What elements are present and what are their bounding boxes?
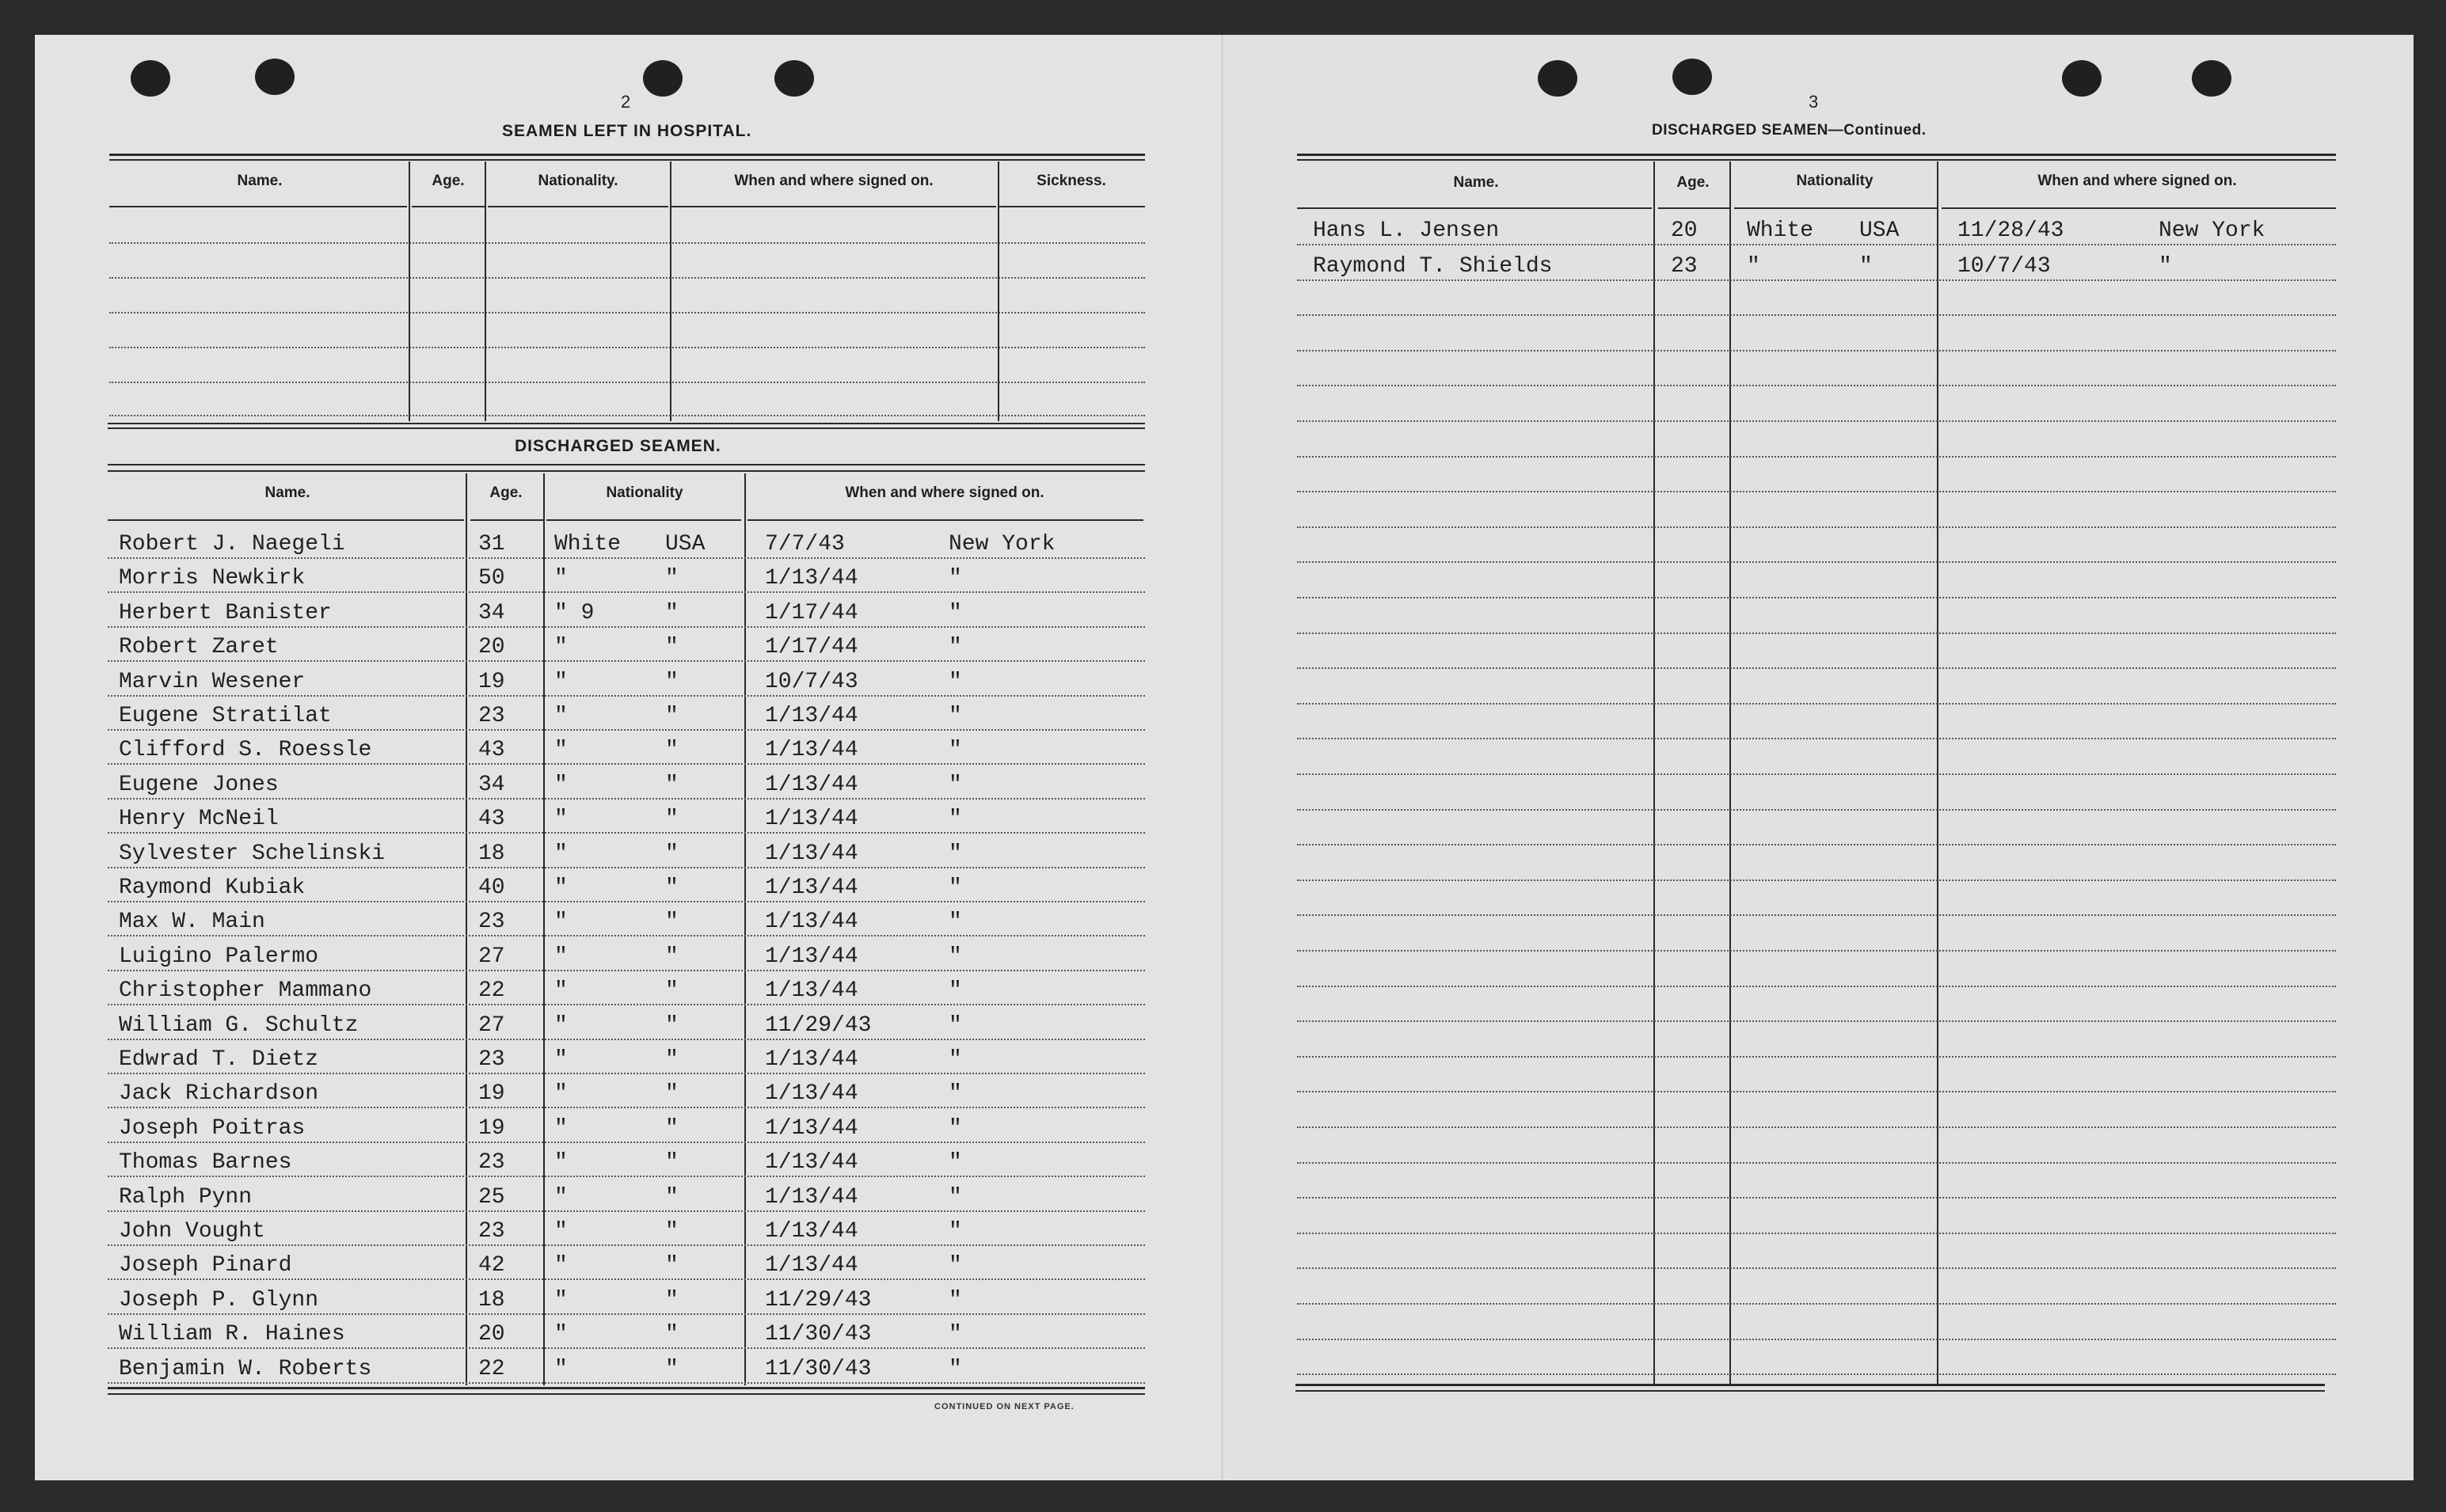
signed-on-date: 11/29/43 [765,1013,872,1038]
signed-on-date: 1/13/44 [765,738,858,762]
seaman-country: " [665,876,679,900]
table-row-line [108,1004,1145,1005]
discharged-header-rule [546,519,741,521]
discharged-header-rule [108,519,464,521]
table-row-line [108,1244,1145,1246]
seaman-name: Hans L. Jensen [1313,218,1500,243]
signed-on-place: " [949,1013,962,1038]
seaman-country: " [665,1357,679,1381]
seaman-age: 23 [478,1150,505,1175]
table-row-line [108,1347,1145,1349]
signed-on-date: 11/30/43 [765,1357,872,1381]
signed-on-date: 10/7/43 [765,670,858,694]
table-row-line [1297,667,2336,669]
seaman-country: " [665,910,679,934]
table-row-line [1297,950,2336,952]
table-row-line [1297,526,2336,528]
signed-on-place: " [949,1322,962,1347]
seaman-name: Thomas Barnes [119,1150,292,1175]
seaman-age: 34 [478,601,505,625]
signed-on-place: " [949,1357,962,1381]
hospital-row-line [109,312,1145,313]
table-row-line [108,1210,1145,1212]
table-row-line [108,591,1145,593]
signed-on-date: 1/13/44 [765,1219,858,1244]
table-row-line [1297,773,2336,775]
hospital-header-rule [109,206,407,207]
discharged-table-bottom-rule [108,1393,1145,1395]
seaman-name: Marvin Wesener [119,670,306,694]
seaman-name: Max W. Main [119,910,265,934]
table-row-line [108,1278,1145,1280]
punch-hole [2192,60,2231,97]
table-row-line [108,695,1145,697]
seaman-country: " [665,1185,679,1210]
seaman-name: Joseph Pinard [119,1253,292,1278]
hospital-col-signed-on: When and where signed on. [734,173,934,189]
punch-hole [643,60,683,97]
table-row-line [108,763,1145,765]
table-row-line [1297,738,2336,739]
continued-header-rule [1942,207,2336,209]
table-row-line [1297,844,2336,845]
table-row-line [1297,1056,2336,1058]
seaman-country: " [665,1047,679,1072]
seaman-age: 19 [478,1116,505,1141]
seaman-race: " [554,944,568,969]
seaman-race: " [554,1357,568,1381]
seaman-country: " [665,566,679,591]
seaman-race: " [554,978,568,1003]
hospital-column-divider [409,161,410,421]
seaman-age: 34 [478,773,505,797]
hospital-table-bottom-rule [108,427,1145,429]
signed-on-date: 1/13/44 [765,978,858,1003]
table-row-line [1297,314,2336,316]
seaman-name: Clifford S. Roessle [119,738,372,762]
seaman-name: Ralph Pynn [119,1185,253,1210]
signed-on-date: 1/13/44 [765,1185,858,1210]
seaman-race: " [554,1047,568,1072]
seaman-name: Edwrad T. Dietz [119,1047,319,1072]
discharged-table-top-rule [108,464,1145,465]
seaman-name: Raymond T. Shields [1313,254,1553,279]
seaman-name: William G. Schultz [119,1013,359,1038]
seaman-race: " [554,841,568,866]
signed-on-place: " [2159,254,2172,279]
continued-table-top-rule [1297,154,2336,156]
discharged-section-title: DISCHARGED SEAMEN. [515,437,721,455]
seaman-country: " [665,807,679,831]
seaman-name: Luigino Palermo [119,944,319,969]
table-row-line [108,867,1145,868]
seaman-name: Herbert Banister [119,601,332,625]
table-row-line [108,901,1145,902]
discharged-column-divider [466,473,467,1385]
signed-on-date: 10/7/43 [1957,254,2051,279]
seaman-age: 25 [478,1185,505,1210]
hospital-col-age: Age. [432,173,465,189]
signed-on-place: " [949,944,962,969]
table-row-line [1297,914,2336,916]
seaman-age: 18 [478,1288,505,1313]
hospital-col-name: Name. [237,173,283,189]
seaman-age: 23 [1671,254,1698,279]
signed-on-place: " [949,566,962,591]
hospital-row-line [109,347,1145,348]
table-row-line [108,1073,1145,1074]
table-row-line [1297,809,2336,811]
hospital-header-rule [412,206,485,207]
table-row-line [1297,1339,2336,1340]
hospital-row-line [109,277,1145,279]
seaman-name: Henry McNeil [119,807,279,831]
seaman-age: 19 [478,1081,505,1106]
table-row-line [108,1142,1145,1143]
signed-on-date: 1/13/44 [765,1047,858,1072]
hospital-row-line [109,242,1145,244]
continued-table-bottom-rule [1295,1390,2325,1392]
discharged-col-signed-on: When and where signed on. [845,484,1044,501]
seaman-race: " [554,1253,568,1278]
signed-on-date: 1/17/44 [765,635,858,659]
signed-on-date: 1/13/44 [765,773,858,797]
signed-on-place: " [949,1150,962,1175]
signed-on-place: " [949,670,962,694]
table-row-line [1297,879,2336,881]
seaman-race: " 9 [554,601,595,625]
seaman-race: " [554,910,568,934]
discharged-col-name: Name. [264,484,310,501]
seaman-age: 18 [478,841,505,866]
seaman-name: William R. Haines [119,1322,345,1347]
punch-hole [774,60,814,97]
signed-on-place: " [949,704,962,728]
signed-on-place: " [949,1047,962,1072]
table-row-line [108,557,1145,559]
seaman-name: Sylvester Schelinski [119,841,386,866]
signed-on-date: 1/17/44 [765,601,858,625]
table-row-line [1297,491,2336,492]
discharged-header-rule [747,519,1143,521]
hospital-header-rule [488,206,668,207]
hospital-table-bottom-rule [108,423,1145,424]
signed-on-date: 11/29/43 [765,1288,872,1313]
table-row-line [108,1039,1145,1040]
seaman-age: 42 [478,1253,505,1278]
hospital-column-divider [998,161,999,421]
seaman-country: " [665,1253,679,1278]
table-row-line [1297,1126,2336,1128]
table-row-line [108,1176,1145,1177]
punch-hole [1538,60,1577,97]
continued-footer: CONTINUED ON NEXT PAGE. [934,1402,1075,1411]
signed-on-date: 1/13/44 [765,1150,858,1175]
seaman-age: 20 [478,1322,505,1347]
right-page [1223,35,2414,1480]
table-row-line [1297,1091,2336,1092]
seaman-country: USA [1859,218,1900,243]
seaman-country: " [665,704,679,728]
seaman-age: 20 [478,635,505,659]
signed-on-place: New York [2159,218,2265,243]
table-row-line [1297,279,2336,281]
punch-hole [1672,59,1712,95]
signed-on-date: 1/13/44 [765,1081,858,1106]
signed-on-place: " [949,601,962,625]
signed-on-place: " [949,841,962,866]
seaman-race: " [554,670,568,694]
seaman-name: Eugene Stratilat [119,704,332,728]
table-row-line [108,1382,1145,1384]
seaman-race: " [554,1185,568,1210]
seaman-race: " [554,635,568,659]
seaman-age: 31 [478,532,505,557]
seaman-race: " [554,1322,568,1347]
hospital-column-divider [485,161,486,421]
seaman-country: " [665,670,679,694]
seaman-country: " [665,1288,679,1313]
table-row-line [1297,1233,2336,1234]
table-row-line [1297,703,2336,705]
signed-on-place: " [949,1116,962,1141]
seaman-race: " [554,1150,568,1175]
table-row-line [1297,633,2336,634]
seaman-race: " [554,1081,568,1106]
signed-on-date: 1/13/44 [765,1253,858,1278]
seaman-race: " [554,1013,568,1038]
continued-col-age: Age. [1676,174,1710,191]
seaman-race: " [554,1288,568,1313]
seaman-name: Jack Richardson [119,1081,319,1106]
signed-on-place: " [949,910,962,934]
punch-hole [131,60,170,97]
seaman-race: " [554,738,568,762]
page-number: 2 [621,92,631,112]
seaman-name: Christopher Mammano [119,978,372,1003]
seaman-race: White [1747,218,1814,243]
continued-header-rule [1658,207,1729,209]
seaman-country: " [665,1150,679,1175]
punch-hole [2062,60,2102,97]
signed-on-place: " [949,1253,962,1278]
table-row-line [1297,1162,2336,1164]
seaman-name: Joseph P. Glynn [119,1288,319,1313]
signed-on-place: " [949,978,962,1003]
page-fold [1221,35,1223,1480]
seaman-age: 40 [478,876,505,900]
seaman-name: Robert Zaret [119,635,279,659]
discharged-col-age: Age. [489,484,523,501]
seaman-race: " [554,1116,568,1141]
hospital-col-nationality: Nationality. [538,173,618,189]
seaman-age: 22 [478,1357,505,1381]
signed-on-date: 1/13/44 [765,841,858,866]
continued-table-bottom-rule [1295,1384,2325,1386]
signed-on-place: " [949,1219,962,1244]
seaman-age: 23 [478,1047,505,1072]
signed-on-date: 1/13/44 [765,704,858,728]
seaman-country: " [665,944,679,969]
seaman-country: " [665,1013,679,1038]
seaman-country: " [665,1322,679,1347]
seaman-age: 23 [478,1219,505,1244]
discharged-column-divider [744,473,746,1385]
seaman-name: Robert J. Naegeli [119,532,345,557]
signed-on-place: " [949,1288,962,1313]
seaman-race: " [554,566,568,591]
seaman-country: " [665,738,679,762]
seaman-age: 23 [478,704,505,728]
discharged-continued-title: DISCHARGED SEAMEN—Continued. [1652,122,1927,139]
signed-on-date: 1/13/44 [765,807,858,831]
hospital-header-rule [999,206,1145,207]
seaman-race: " [554,876,568,900]
seaman-country: " [665,978,679,1003]
seaman-age: 19 [478,670,505,694]
discharged-col-nationality: Nationality [606,484,683,501]
table-row-line [1297,420,2336,422]
table-row-line [1297,1267,2336,1269]
discharged-header-rule [470,519,543,521]
hospital-row-line [109,415,1145,416]
seaman-name: Benjamin W. Roberts [119,1357,372,1381]
seaman-age: 27 [478,944,505,969]
seaman-race: " [554,773,568,797]
continued-col-name: Name. [1453,174,1499,191]
seaman-country: " [665,601,679,625]
signed-on-date: 1/13/44 [765,944,858,969]
seaman-country: " [665,773,679,797]
seaman-name: Joseph Poitras [119,1116,306,1141]
seaman-country: " [665,635,679,659]
table-row-line [1297,350,2336,351]
signed-on-place: " [949,773,962,797]
table-row-line [1297,986,2336,987]
table-row-line [108,832,1145,834]
discharged-column-divider [543,473,545,1385]
continued-header-rule [1297,207,1652,209]
seaman-age: 43 [478,738,505,762]
seaman-country: " [665,841,679,866]
page-number: 3 [1809,92,1819,112]
signed-on-place: " [949,635,962,659]
table-row-line [1297,244,2336,245]
seaman-race: " [554,704,568,728]
hospital-table-top-rule [109,154,1145,156]
table-row-line [108,626,1145,628]
table-row-line [108,935,1145,936]
hospital-table-top-rule [109,159,1145,161]
table-row-line [108,660,1145,662]
hospital-column-divider [670,161,671,421]
table-row-line [108,1313,1145,1315]
seaman-age: 50 [478,566,505,591]
signed-on-place: " [949,1185,962,1210]
seaman-country: USA [665,532,706,557]
table-row-line [1297,1020,2336,1022]
seaman-age: 23 [478,910,505,934]
table-row-line [1297,1197,2336,1199]
seaman-name: Morris Newkirk [119,566,306,591]
discharged-table-top-rule [108,470,1145,472]
signed-on-date: 1/13/44 [765,566,858,591]
seaman-age: 22 [478,978,505,1003]
table-row-line [1297,456,2336,458]
discharged-table-bottom-rule [108,1387,1145,1389]
seaman-race: " [554,1219,568,1244]
signed-on-place: " [949,807,962,831]
signed-on-place: " [949,876,962,900]
seaman-country: " [665,1116,679,1141]
table-row-line [1297,561,2336,563]
seaman-country: " [665,1081,679,1106]
seaman-age: 27 [478,1013,505,1038]
table-row-line [1297,385,2336,386]
hospital-row-line [109,382,1145,383]
table-row-line [108,1107,1145,1108]
seaman-age: 20 [1671,218,1698,243]
signed-on-place: New York [949,532,1056,557]
seaman-age: 43 [478,807,505,831]
continued-table-top-rule [1297,159,2336,161]
table-row-line [1297,1303,2336,1305]
signed-on-date: 11/30/43 [765,1322,872,1347]
seaman-country: " [665,1219,679,1244]
continued-col-signed-on: When and where signed on. [2037,173,2237,189]
seaman-name: Raymond Kubiak [119,876,306,900]
table-row-line [108,729,1145,731]
signed-on-date: 1/13/44 [765,910,858,934]
seaman-name: John Vought [119,1219,265,1244]
continued-header-rule [1734,207,1937,209]
punch-hole [255,59,295,95]
seaman-name: Eugene Jones [119,773,279,797]
hospital-col-sickness: Sickness. [1037,173,1106,189]
table-row-line [108,798,1145,800]
signed-on-place: " [949,1081,962,1106]
signed-on-place: " [949,738,962,762]
signed-on-date: 1/13/44 [765,1116,858,1141]
signed-on-date: 11/28/43 [1957,218,2064,243]
signed-on-date: 7/7/43 [765,532,845,557]
table-row-line [1297,1373,2336,1375]
signed-on-date: 1/13/44 [765,876,858,900]
continued-col-nationality: Nationality [1796,173,1873,189]
seaman-race: " [554,807,568,831]
seaman-race: " [1747,254,1760,279]
table-row-line [1297,597,2336,598]
seaman-race: White [554,532,622,557]
table-row-line [108,970,1145,971]
seaman-country: " [1859,254,1873,279]
hospital-section-title: SEAMEN LEFT IN HOSPITAL. [502,122,752,140]
hospital-header-rule [671,206,996,207]
